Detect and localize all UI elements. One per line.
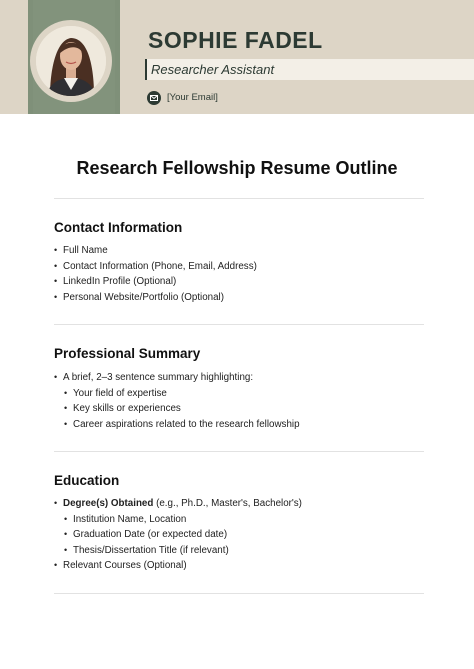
mail-icon — [147, 91, 161, 105]
list-item: • Personal Website/Portfolio (Optional) — [54, 290, 434, 306]
list-subitem: • Institution Name, Location — [54, 512, 434, 528]
section-divider — [54, 593, 424, 594]
education-list — [54, 496, 434, 574]
resume-header — [0, 0, 474, 114]
candidate-name: SOPHIE FADEL — [148, 27, 323, 53]
contact-list — [54, 243, 434, 305]
list-item: • Contact Information (Phone, Email, Address) — [54, 259, 434, 275]
list-item: • Full Name — [54, 243, 434, 259]
profile-photo — [36, 26, 106, 96]
candidate-role: Researcher Assistant — [151, 62, 275, 77]
list-item: • Relevant Courses (Optional) — [54, 558, 434, 574]
degree-examples: (e.g., Ph.D., Master's, Bachelor's) — [153, 498, 302, 509]
section-title-summary: Professional Summary — [54, 346, 201, 361]
list-subitem: • Career aspirations related to the research fellowship — [54, 417, 434, 433]
list-subitem: • Graduation Date (or expected date) — [54, 527, 434, 543]
summary-list — [54, 370, 434, 432]
section-divider — [54, 198, 424, 199]
degree-label: Degree(s) Obtained — [63, 498, 154, 509]
email-text[interactable]: [Your Email] — [167, 92, 218, 103]
list-item: • A brief, 2–3 sentence summary highlighting: — [54, 370, 434, 386]
section-divider — [54, 324, 424, 325]
list-subitem: • Key skills or experiences — [54, 401, 434, 417]
section-title-contact: Contact Information — [54, 220, 183, 235]
list-item: • LinkedIn Profile (Optional) — [54, 274, 434, 290]
document-title: Research Fellowship Resume Outline — [76, 158, 398, 178]
list-item — [54, 496, 434, 512]
header-stripe — [115, 0, 120, 114]
list-subitem: • Your field of expertise — [54, 386, 434, 402]
list-subitem: • Thesis/Dissertation Title (if relevant) — [54, 543, 434, 559]
section-title-education: Education — [54, 473, 120, 488]
section-divider — [54, 451, 424, 452]
